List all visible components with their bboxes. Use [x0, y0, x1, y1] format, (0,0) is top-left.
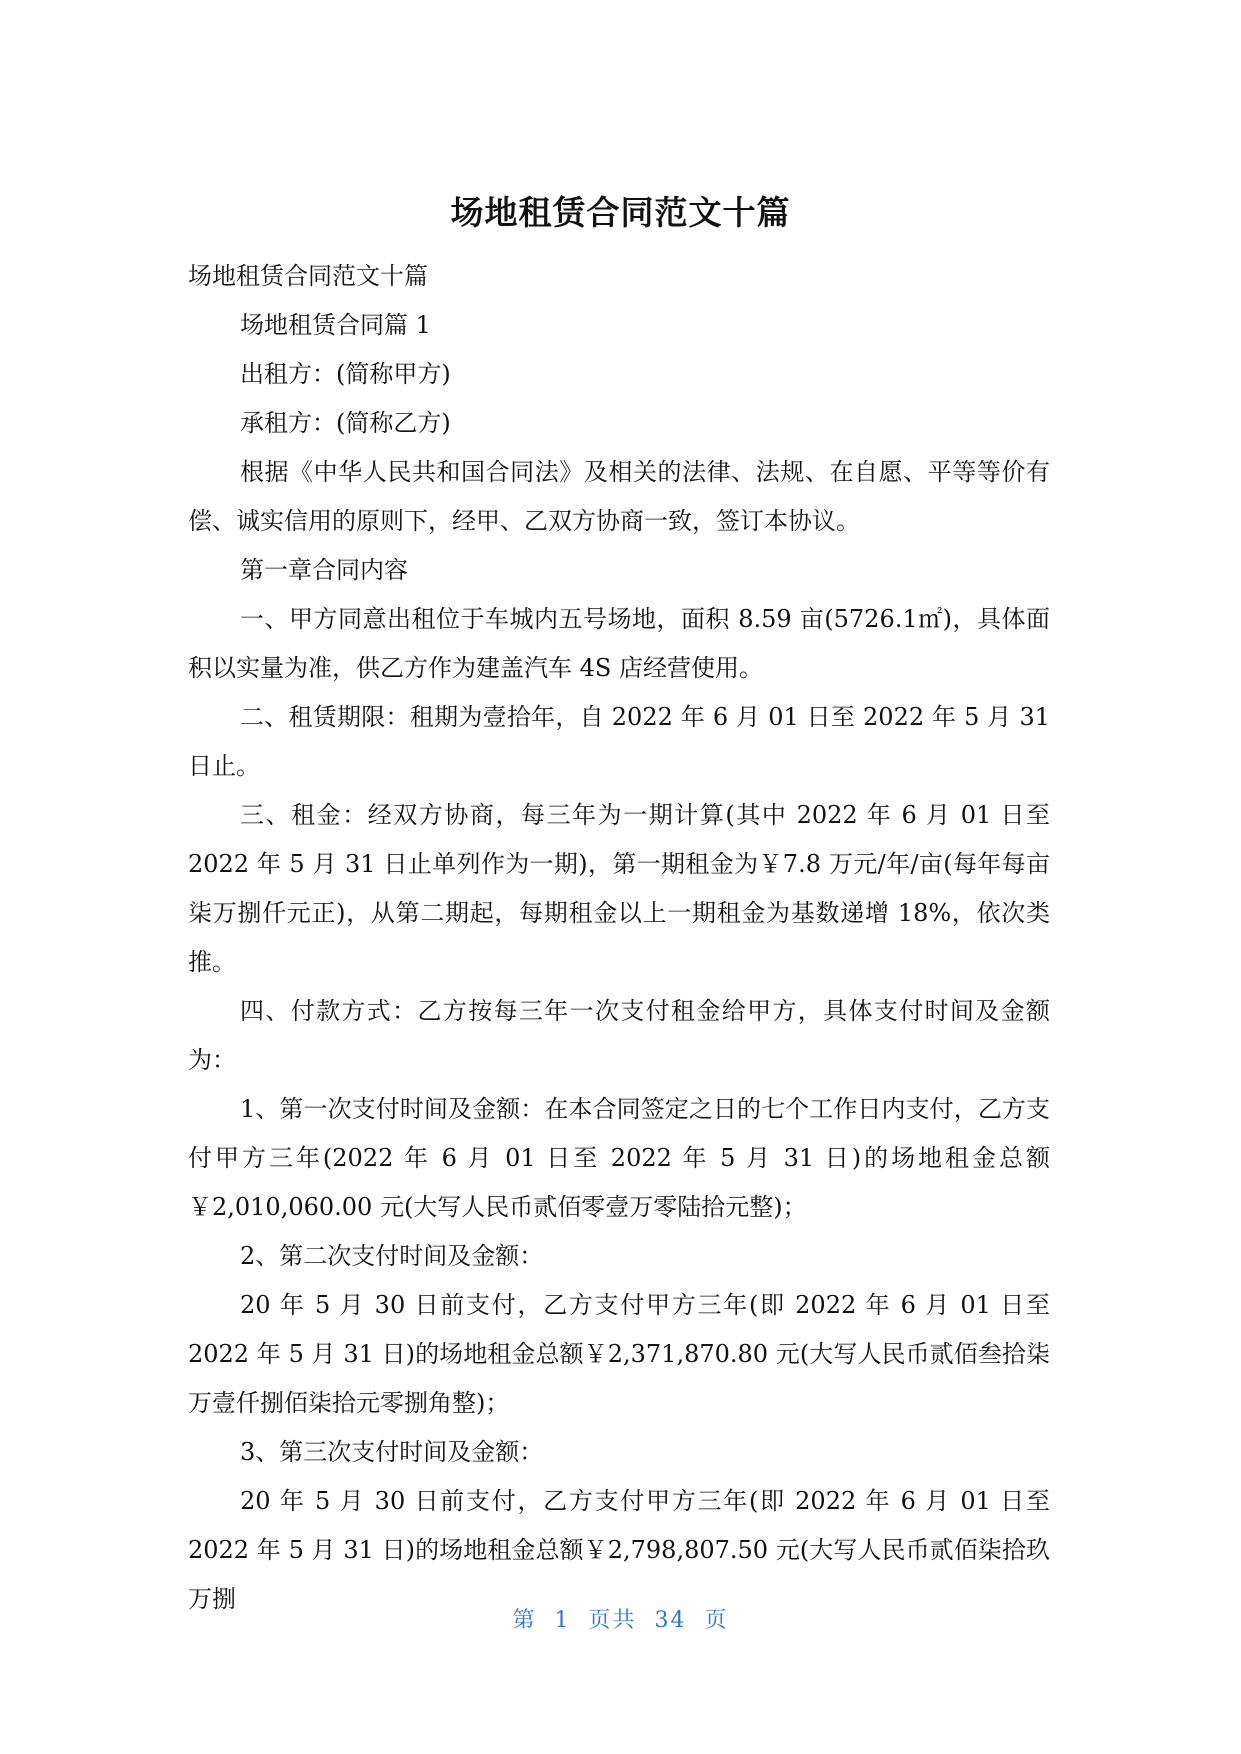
- paragraph-clause-1: 一、甲方同意出租位于车城内五号场地，面积 8.59 亩(5726.1㎡)，具体面积以实量为准，供乙方作为建盖汽车 4S 店经营使用。: [188, 605, 1050, 682]
- footer-page-of-word: 页共: [588, 1608, 637, 1633]
- paragraph-preamble: 根据《中华人民共和国合同法》及相关的法律、法规、在自愿、平等等价有偿、诚实信用的原则下，经甲、乙双方协商一致，签订本协议。: [188, 458, 1050, 535]
- page-footer: [0, 1603, 1241, 1634]
- paragraph-clause-4: 四、付款方式：乙方按每三年一次支付租金给甲方，具体支付时间及金额为：: [188, 997, 1050, 1074]
- paragraph-lessor: 出租方：(简称甲方): [240, 360, 451, 388]
- footer-current-page: 1: [554, 1608, 571, 1633]
- paragraph-payment-2-heading: 2、第二次支付时间及金额：: [240, 1242, 544, 1270]
- paragraph-lessee: 承租方：(简称乙方): [240, 409, 451, 437]
- page-title: 场地租赁合同范文十篇: [450, 193, 791, 232]
- footer-total-pages: 34: [654, 1608, 687, 1633]
- paragraph-payment-3-heading: 3、第三次支付时间及金额：: [240, 1438, 544, 1466]
- document-body: [188, 252, 1050, 1624]
- paragraph-chapter-heading: 第一章合同内容: [240, 556, 408, 584]
- paragraph-payment-1: 1、第一次支付时间及金额：在本合同签定之日的七个工作日内支付，乙方支付甲方三年(2022 年 6 月 01 日至 2022 年 5 月 31 日)的场地租金总额￥2,010,060.00 元(大写人民币贰佰零壹万零陆拾元整)；: [188, 1095, 1050, 1221]
- paragraph-section-heading: 场地租赁合同篇 1: [240, 311, 431, 339]
- paragraph-subtitle: 场地租赁合同范文十篇: [188, 262, 428, 290]
- paragraph-clause-3: 三、租金：经双方协商，每三年为一期计算(其中 2022 年 6 月 01 日至 2022 年 5 月 31 日止单列作为一期)，第一期租金为￥7.8 万元/年/亩(每年每亩柒万捌仟元正)，从第二期起，每期租金以上一期租金为基数递增 18%，依次类推。: [188, 801, 1050, 976]
- footer-page-word: 第: [512, 1608, 537, 1633]
- footer-page-end-word: 页: [704, 1608, 729, 1633]
- paragraph-clause-2: 二、租赁期限：租期为壹拾年，自 2022 年 6 月 01 日至 2022 年 5 月 31 日止。: [188, 703, 1050, 780]
- paragraph-payment-2: 20 年 5 月 30 日前支付，乙方支付甲方三年(即 2022 年 6 月 01 日至 2022 年 5 月 31 日)的场地租金总额￥2,371,870.80 元(大写人民币贰佰叁拾柒万壹仟捌佰柒拾元零捌角整)；: [188, 1291, 1050, 1417]
- paragraph-payment-3: 20 年 5 月 30 日前支付，乙方支付甲方三年(即 2022 年 6 月 01 日至 2022 年 5 月 31 日)的场地租金总额￥2,798,807.50 元(大写人民币贰佰柒拾玖万捌: [188, 1487, 1050, 1613]
